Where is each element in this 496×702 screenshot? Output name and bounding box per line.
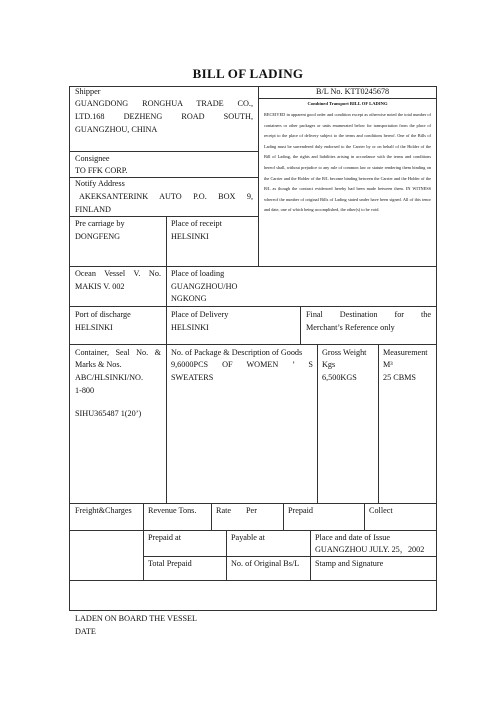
bl-terms-text: RECEIVED in apparent good order and condition except as otherwise noted the total number of containers or other packages or units enumerated below for transportation from the place of receipt to the place of delivery subject to the terms and conditions hereof. One of the Bills of Lading must be surrendered duly endorsed to the Carrier by or on behalf of the Holder of the Bill of Lading, the rights and liabilities arising in accordance with the terms and conditions hereof shall, without prejudice to any rule of common law or statute rendering them binding on the Carrier and the Holder of the B/L become binding between the Carrier and the Holder of the B/L as though the contract evidenced hereby had been made between them. IN WITNESS whereof the number of original Bills of Lading stated under have been signed. All of this tenor and date, one of which being accomplished, the other(s) to be void. [264, 112, 431, 213]
description-line-1: 9,6000PCS OF WOMEN ’ S [171, 360, 313, 369]
merchant-reference-label: Merchant’s Reference only [306, 323, 395, 332]
original-bl-count-label: No. of Original Bs/L [231, 559, 300, 568]
description-line-2: SWEATERS [171, 373, 214, 382]
marks-line-2: 1-800 [75, 386, 95, 395]
notify-label: Notify Address [75, 179, 125, 188]
port-of-discharge-value: HELSINKI [75, 323, 113, 332]
notify-line-1: AKEKSANTERINK AUTO P.O. BOX 9, [79, 192, 253, 201]
port-of-discharge-label: Port of discharge [75, 310, 131, 319]
consignee-value: TO FFK CORP. [75, 166, 128, 175]
place-of-loading-label: Place of loading [171, 269, 225, 278]
description-label: No. of Package & Description of Goods [171, 348, 303, 357]
place-of-receipt-label: Place of receipt [171, 219, 222, 228]
pre-carriage-value: DONGFENG [75, 232, 121, 241]
ocean-vessel-value: MAKIS V. 002 [75, 282, 125, 291]
place-of-delivery-value: HELSINKI [171, 323, 209, 332]
marks-label: Marks & Nos. [75, 360, 122, 369]
marks-line-1: ABC/HLSINKI/NO. [75, 373, 144, 382]
document-title: BILL OF LADING [192, 66, 304, 81]
revenue-tons-label: Revenue Tons. [148, 506, 197, 515]
container-number: SIHU365487 1(20’) [75, 409, 142, 418]
shipper-line-2: LTD.168 DEZHENG ROAD SOUTH, [75, 112, 253, 121]
place-date-issue-value: GUANGZHOU JULY. 25，2002 [315, 545, 425, 554]
pre-carriage-label: Pre carriage by [75, 219, 125, 228]
payable-at-label: Payable at [231, 533, 265, 542]
place-date-issue-label: Place and date of Issue [315, 533, 391, 542]
place-of-delivery-label: Place of Delivery [171, 310, 229, 319]
date-label: DATE [75, 627, 96, 636]
notify-line-2: FINLAND [75, 205, 111, 214]
final-destination-label: Final Destination for the [306, 310, 431, 319]
container-seal-label: Container, Seal No. & [75, 348, 161, 357]
combined-transport-title: Combined Transport BILL OF LADING [307, 101, 388, 106]
total-prepaid-label: Total Prepaid [148, 559, 192, 568]
place-of-loading-line-2: NGKONG [171, 294, 207, 303]
stamp-signature-label: Stamp and Signature [315, 559, 384, 568]
shipper-label: Shipper [75, 87, 101, 96]
gross-weight-value: 6,500KGS [322, 373, 357, 382]
consignee-label: Consignee [75, 154, 110, 163]
place-of-receipt-value: HELSINKI [171, 232, 209, 241]
laden-on-board-label: LADEN ON BOARD THE VESSEL [75, 614, 198, 623]
gross-weight-unit: Kgs [322, 360, 336, 369]
measurement-label: Measurement [383, 348, 428, 357]
gross-weight-label: Gross Weight [322, 348, 367, 357]
ocean-vessel-label: Ocean Vessel V. No. [75, 269, 161, 278]
collect-label: Collect [369, 506, 393, 515]
rate-label: Rate [216, 506, 232, 515]
shipper-line-1: GUANGDONG RONGHUA TRADE CO., [75, 99, 253, 108]
prepaid-at-label: Prepaid at [148, 533, 181, 542]
freight-charges-label: Freight&Charges [75, 506, 132, 515]
bl-number: B/L No. KTT0245678 [316, 87, 390, 96]
prepaid-label: Prepaid [288, 506, 314, 515]
per-label: Per [246, 506, 257, 515]
measurement-unit: M³ [383, 360, 393, 369]
measurement-value: 25 CBMS [383, 373, 416, 382]
place-of-loading-line-1: GUANGZHOU/HO [171, 282, 238, 291]
shipper-line-3: GUANGZHOU, CHINA [75, 125, 158, 134]
